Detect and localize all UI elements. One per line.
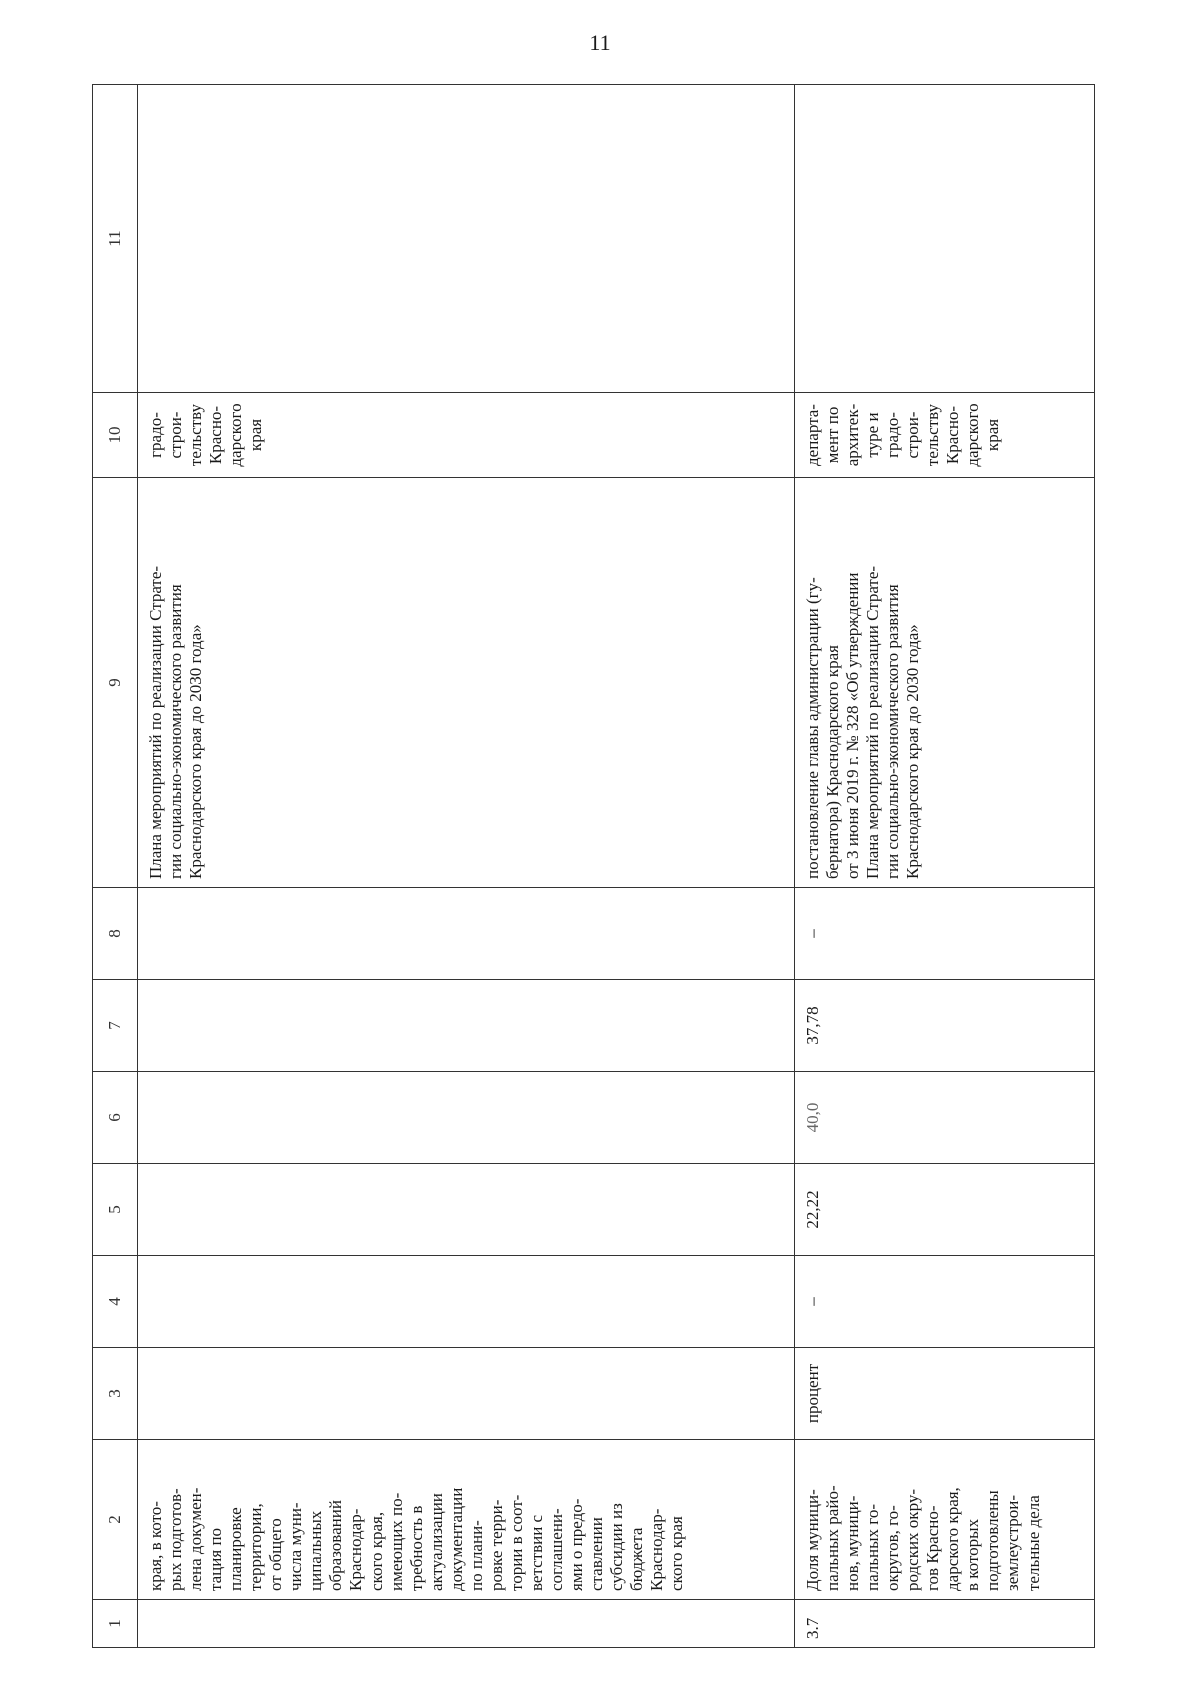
indicator-name-cell — [795, 1440, 1095, 1600]
value-cell — [138, 1072, 795, 1164]
value-cell: 40,0 — [795, 1072, 1095, 1164]
line: Доля муници- — [803, 1489, 822, 1591]
line: имеющих по- — [386, 1492, 406, 1591]
line: департа- — [803, 404, 822, 466]
line: тельные дела — [1023, 1495, 1043, 1591]
line: пальных го- — [863, 1503, 883, 1591]
unit-cell — [138, 1348, 795, 1440]
line: строи- — [903, 411, 923, 459]
line: требность в — [406, 1505, 426, 1591]
line: дарского края, — [943, 1487, 963, 1591]
table-row — [795, 85, 1095, 1648]
line: градо- — [146, 412, 165, 458]
value-cell — [138, 1164, 795, 1256]
page-number: 11 — [589, 30, 611, 55]
header-cell: 2 — [93, 1440, 138, 1600]
line: архитек- — [843, 403, 863, 467]
line: Плана мероприятий по реализации Страте- — [146, 565, 165, 879]
line: документации — [446, 1487, 466, 1591]
unit-cell: процент — [795, 1348, 1095, 1440]
line: по плани- — [466, 1520, 486, 1591]
line: ставлении — [587, 1517, 607, 1591]
line: бернатора) Краснодарского края — [823, 645, 843, 879]
indicators-table — [92, 84, 1095, 1648]
line: дарского — [226, 403, 246, 467]
line: от 3 июня 2019 г. № 328 «Об утверждении — [843, 572, 863, 879]
line: ского края — [667, 1516, 687, 1591]
line: мент по — [823, 406, 843, 464]
line: тории в соот- — [506, 1494, 526, 1591]
line: гии социально-экономического развития — [166, 584, 186, 879]
line: края — [246, 418, 266, 452]
line: тация по — [206, 1527, 226, 1591]
line: рых подготов- — [166, 1488, 186, 1591]
line: округов, го- — [883, 1505, 903, 1591]
header-cell: 9 — [93, 478, 138, 888]
line: актуализации — [426, 1493, 446, 1591]
line: постановление главы администрации (гу- — [803, 577, 822, 879]
line: градо- — [883, 412, 903, 458]
line: нов, муници- — [843, 1495, 863, 1591]
line: в которых — [963, 1518, 983, 1591]
value-cell — [138, 888, 795, 980]
line: Краснодар- — [346, 1508, 366, 1591]
line: бюджета — [627, 1527, 647, 1591]
line: края — [983, 418, 1003, 452]
header-row — [93, 85, 138, 1648]
line: планировке — [226, 1507, 246, 1591]
line: лена докумен- — [186, 1487, 206, 1591]
row-number-cell: 3.7 — [795, 1600, 1095, 1648]
header-cell: 10 — [93, 393, 138, 478]
line: субсидии из — [607, 1503, 627, 1591]
value-cell — [138, 1256, 795, 1348]
header-cell: 8 — [93, 888, 138, 980]
value-cell: 22,22 — [795, 1164, 1095, 1256]
line: дарского — [963, 403, 983, 467]
line: территории, — [246, 1503, 266, 1591]
line: пальных райо- — [823, 1485, 843, 1591]
header-cell: 11 — [93, 85, 138, 393]
line: ципальных — [306, 1510, 326, 1591]
line: от общего — [266, 1518, 286, 1591]
line: строи- — [166, 411, 186, 459]
line: Красно- — [943, 405, 963, 465]
notes-cell — [795, 85, 1095, 393]
header-cell: 7 — [93, 980, 138, 1072]
responsible-cell — [138, 393, 795, 478]
line: тельству — [923, 403, 943, 467]
basis-document-cell — [138, 478, 795, 888]
basis-document-cell — [795, 478, 1095, 888]
line: гов Красно- — [923, 1505, 943, 1591]
header-cell: 5 — [93, 1164, 138, 1256]
line: землеустрои- — [1003, 1494, 1023, 1591]
header-cell: 1 — [93, 1600, 138, 1648]
line: Красно- — [206, 405, 226, 465]
responsible-cell — [795, 393, 1095, 478]
line: соглашени- — [546, 1508, 566, 1591]
value-cell — [138, 980, 795, 1072]
notes-cell — [138, 85, 795, 393]
line: Плана мероприятий по реализации Страте- — [863, 565, 883, 879]
table-row — [138, 85, 795, 1648]
line: родских окру- — [903, 1488, 923, 1591]
line: Краснодарского края до 2030 года» — [186, 624, 206, 879]
row-number-cell — [138, 1600, 795, 1648]
line: тельству — [186, 403, 206, 467]
line: края, в кото- — [146, 1501, 165, 1591]
line: образований — [326, 1500, 346, 1591]
value-cell: – — [795, 888, 1095, 980]
line: ями о предо- — [566, 1498, 586, 1591]
line: Краснодарского края до 2030 года» — [903, 624, 923, 879]
line: ветствии с — [526, 1514, 546, 1591]
line: ровке терри- — [486, 1499, 506, 1591]
line: гии социально-экономического развития — [883, 584, 903, 879]
header-cell: 4 — [93, 1256, 138, 1348]
indicator-name-cell — [138, 1440, 795, 1600]
line: ского края, — [366, 1511, 386, 1591]
line: числа муни- — [286, 1502, 306, 1591]
line: туре и — [863, 412, 883, 458]
header-cell: 3 — [93, 1348, 138, 1440]
line: подготовлены — [983, 1490, 1003, 1591]
value-cell: 37,78 — [795, 980, 1095, 1072]
header-cell: 6 — [93, 1072, 138, 1164]
rotated-table-container — [92, 85, 1095, 1648]
value-cell: – — [795, 1256, 1095, 1348]
line: Краснодар- — [647, 1508, 667, 1591]
